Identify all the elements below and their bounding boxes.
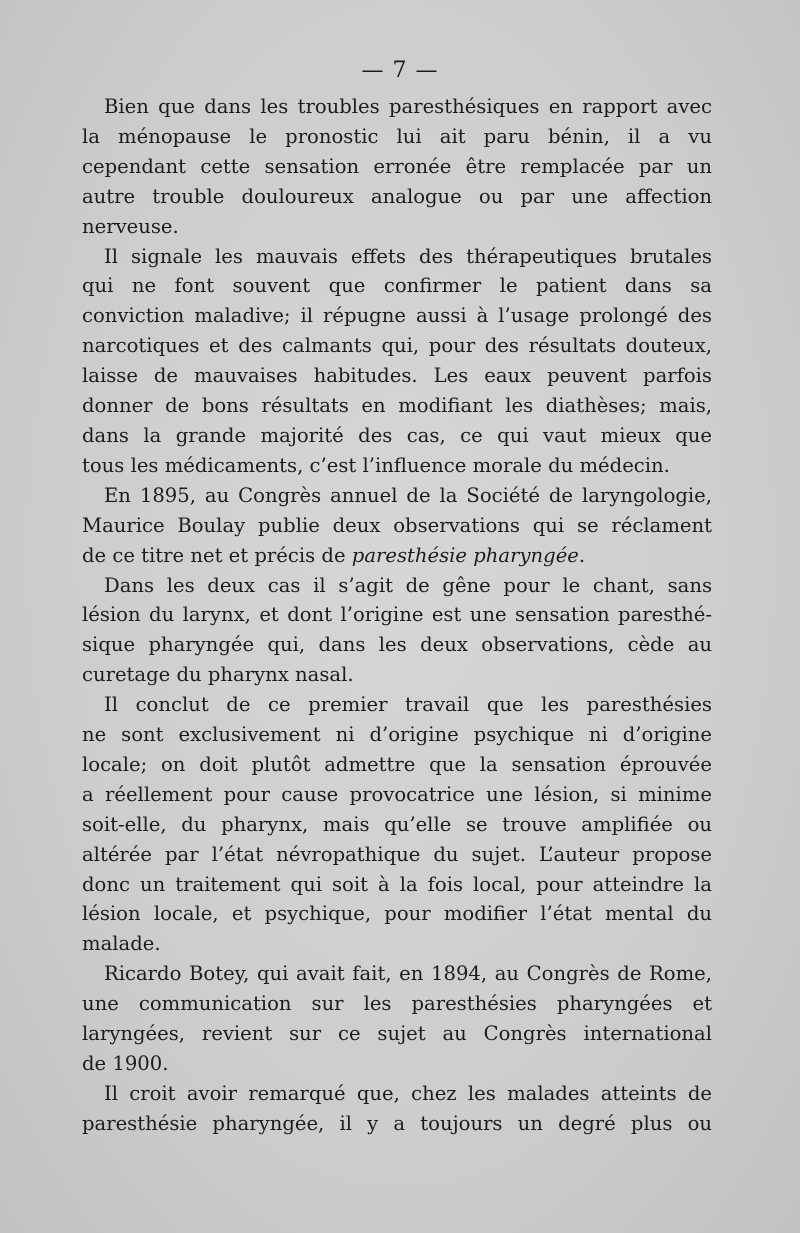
text-line: Dans les deux cas il s’agit de gêne pour le chant, sans [104,573,712,597]
page-number: — 7 — [361,58,439,83]
text-line: altérée par l’état névropathique du sujet. L’auteur propose [82,842,712,866]
text-line: narcotiques et des calmants qui, pour des résultats douteux, [82,334,712,358]
body-text [82,92,712,1139]
text-line: cependant cette sensation erronée être remplacée par un [82,154,712,178]
text-line: ne sont exclusivement ni d’origine psychique ni d’origine [82,723,712,747]
text-line: Il croit avoir remarqué que, chez les malades atteints de [104,1081,712,1105]
paragraph [82,92,712,242]
text-line: a réellement pour cause provocatrice une lésion, si minime [82,782,712,806]
text-line: nerveuse. [82,214,179,238]
text-line: En 1895, au Congrès annuel de la Société de laryngologie, [104,483,712,507]
text-line: autre trouble douloureux analogue ou par une affection [82,184,712,208]
paragraph [82,959,712,1079]
text-line: Bien que dans les troubles paresthésiques en rapport avec [104,95,712,118]
text-line: Il signale les mauvais effets des thérapeutiques brutales [104,244,712,268]
text-line: Il conclut de ce premier travail que les paresthésies [104,693,712,717]
text-line: une communication sur les paresthésies pharyngées et [82,992,712,1016]
text-line: curetage du pharynx nasal. [82,663,354,687]
text-line: soit-elle, du pharynx, mais qu’elle se trouve amplifiée ou [82,812,712,836]
text-line: lésion du larynx, et dont l’origine est une sensation paresthé- [82,603,712,627]
text-line: Maurice Boulay publie deux observations qui se réclament [82,513,712,537]
paragraph [82,690,712,959]
text-line: donner de bons résultats en modifiant les diathèses; mais, [82,394,712,418]
text-line: paresthésie pharyngée, il y a toujours un degré plus ou [82,1111,712,1135]
text-line: laisse de mauvaises habitudes. Les eaux peuvent parfois [82,364,712,388]
text-line: qui ne font souvent que confirmer le patient dans sa [82,274,712,298]
paragraph [82,571,712,691]
text-line: sique pharyngée qui, dans les deux observations, cède au [82,633,712,657]
paragraph [82,481,712,571]
text-line: malade. [82,932,161,956]
italic-term: paresthésie pharyngée. [351,543,586,567]
text-line: donc un traitement qui soit à la fois local, pour atteindre la [82,872,712,896]
paragraph [82,242,712,481]
text-line: tous les médicaments, c’est l’influence morale du médecin. [82,453,670,477]
paragraph [82,1079,712,1139]
text-line: locale; on doit plutôt admettre que la sensation éprouvée [82,752,712,776]
text-line: de 1900. [82,1052,169,1075]
text-line: dans la grande majorité des cas, ce qui vaut mieux que [82,423,712,447]
text-line: lésion locale, et psychique, pour modifier l’état mental du [82,902,712,926]
text-line: la ménopause le pronostic lui ait paru bénin, il a vu [82,124,712,148]
text-line: conviction maladive; il répugne aussi à l’usage prolongé des [82,304,712,328]
text-line: Ricardo Botey, qui avait fait, en 1894, au Congrès de Rome, [104,962,712,986]
text-line-with-italic [82,541,712,571]
text-run: de ce titre net et précis de [82,543,352,567]
text-line: laryngées, revient sur ce sujet au Congrès international [82,1022,712,1046]
